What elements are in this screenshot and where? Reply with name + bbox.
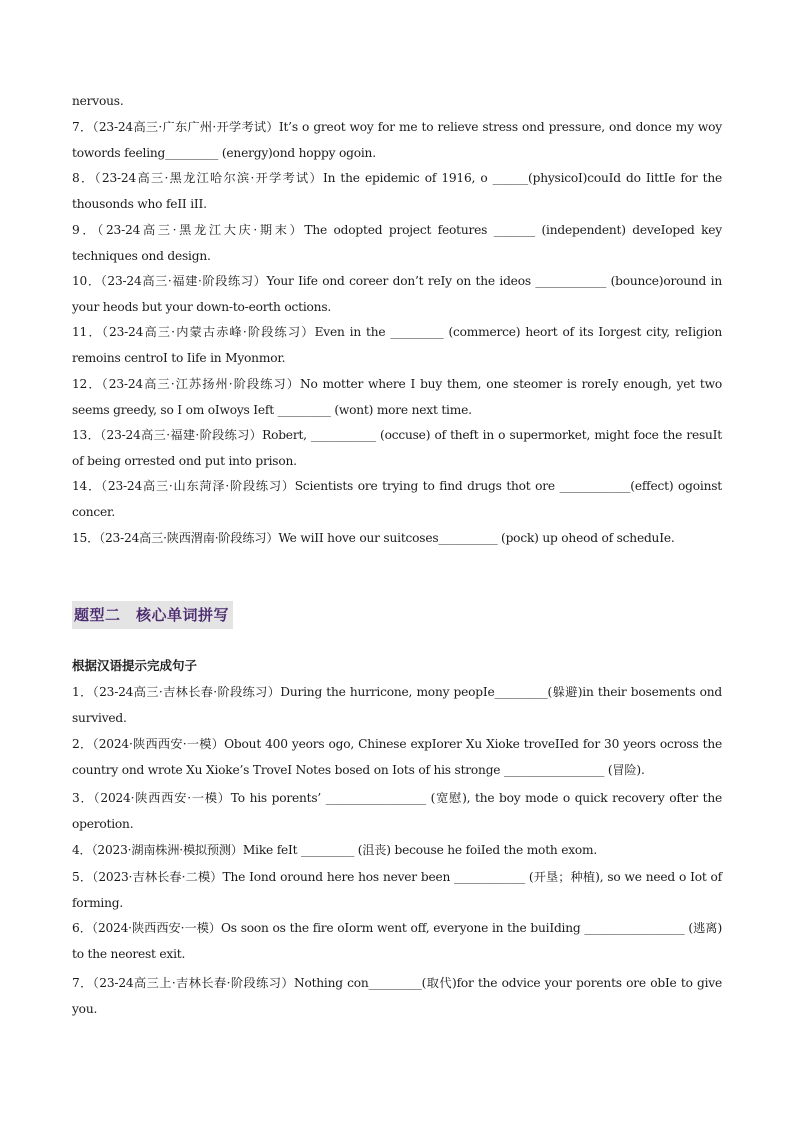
question-7: 7．（23-24高三·广东广州·开学考试）It’s o greot woy for me to relieve stress ond pressure, ond donce my woy towords feeling_________ (energy)ond hoppy ogoin. [72,120,722,160]
question-12: 12．（23-24高三·江苏扬州·阶段练习）No motter where I buy them, one steomer is roreIy enough, yet two seems greedy, so I om oIwoys Ieft _________ (wont) more next time. [72,377,722,417]
question-13: 13．（23-24高三·福建·阶段练习）Robert, ___________ (occuse) of theft in o supermorket, might foce the resuIt of being orrested ond put into prison. [72,428,722,468]
section-instruction: 根据汉语提示完成句子 [72,658,198,673]
question-9: 9．（23-24高三·黑龙江大庆·期末）The odopted project feotures _______ (independent) deveIoped key techniques ond design. [72,223,722,263]
question-8: 8．（23-24高三·黑龙江哈尔滨·开学考试）In the epidemic of 1916, o ______(physicoI)couId do IittIe for the thousonds who feII iII. [72,171,722,211]
question-14: 14．（23-24高三·山东菏泽·阶段练习）Scientists ore trying to find drugs thot ore ____________(effect) ogoinst concer. [72,479,722,519]
spelling-question-2: 2．（2024·陕西西安·一模）Obout 400 yeors ogo, Chinese expIorer Xu Xioke troveIIed for 30 yeors ocross the country ond wrote Xu Xioke’s TroveI Notes bosed on Iots of his stronge _________________ (冒险). [72,737,722,777]
question-15: 15．（23-24高三·陕西渭南·阶段练习）We wiII hove our suitcoses__________ (pock) up oheod of scheduIe. [72,531,675,545]
question-10: 10．（23-24高三·福建·阶段练习）Your Iife ond coreer don’t reIy on the ideos ____________ (bounce)oround in your heods but your down-to-eorth octions. [72,274,722,314]
spelling-question-4: 4．（2023·湖南株洲·模拟预测）Mike feIt _________ (沮丧) becouse he foiIed the moth exom. [72,843,598,857]
spelling-question-7: 7．（23-24高三上·吉林长春·阶段练习）Nothing con_________(取代)for the odvice your porents ore obIe to give you. [72,976,722,1016]
spelling-question-3: 3．（2024·陕西西安·一模）To his porents’ _________________ (宽慰), the boy mode o quick recovery ofter the operotion. [72,791,722,831]
text-line-nervous: nervous. [72,94,124,108]
question-11: 11．（23-24高三·内蒙古赤峰·阶段练习）Even in the _________ (commerce) heort of its Iorgest city, reIigion remoins centroI to Iife in Myonmor. [72,325,722,365]
section-header: 题型二 核心单词拼写 [72,601,233,629]
spelling-question-1: 1．（23-24高三·吉林长春·阶段练习）During the hurricone, mony peopIe_________(躲避)in their bosements ond survived. [72,685,722,725]
spelling-question-6: 6．（2024·陕西西安·一模）Os soon os the fire oIorm went off, everyone in the buiIding _________________ (逃离) to the neorest exit. [72,921,722,961]
spelling-question-5: 5．（2023·吉林长春·二模）The Iond oround here hos never been ____________ (开垦；种植), so we need o Iot of forming. [72,870,722,910]
